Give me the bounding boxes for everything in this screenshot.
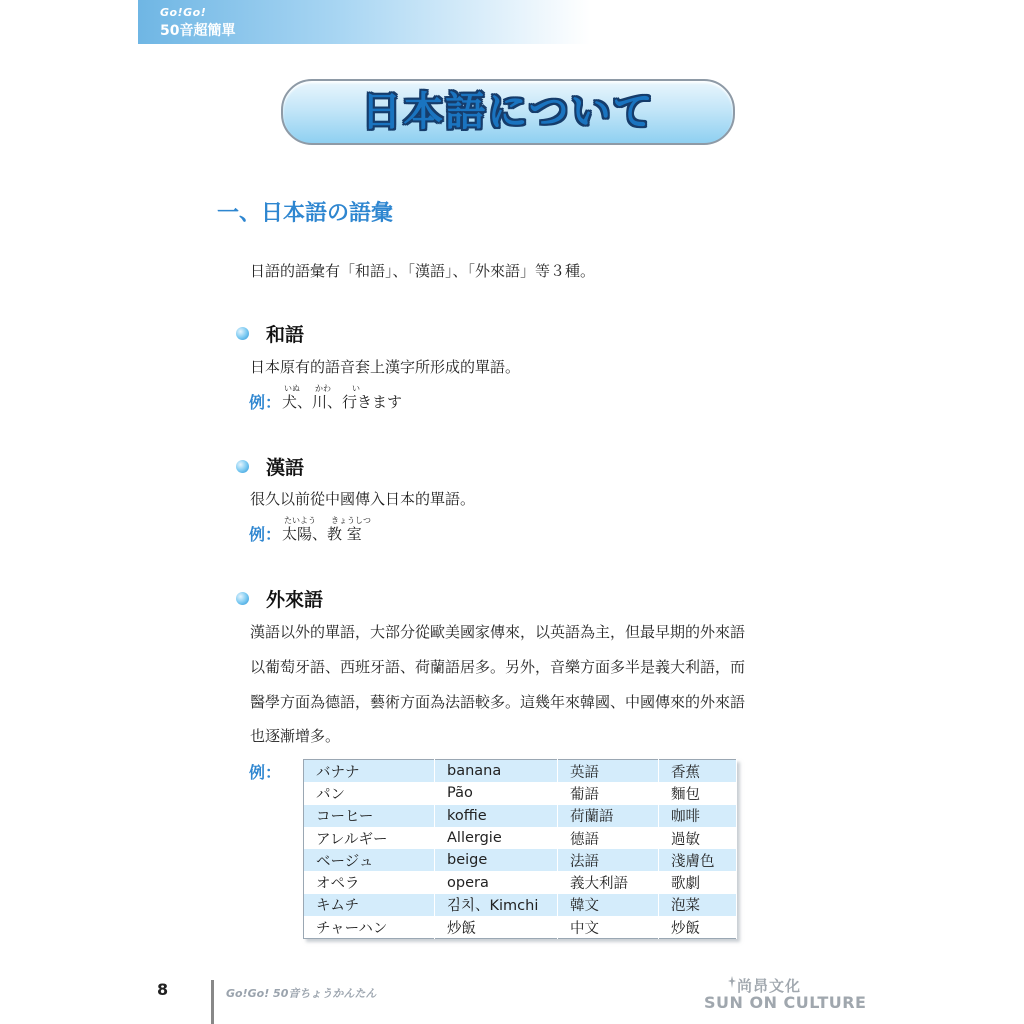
table-cell-language: 英語 bbox=[558, 760, 659, 783]
table-cell-language: 德語 bbox=[558, 827, 659, 849]
table-cell-meaning: 麵包 bbox=[659, 782, 737, 804]
table-cell-origin-word: 김치、Kimchi bbox=[435, 894, 558, 916]
gairaigo-line: 漢語以外的單語，大部分從歐美國家傳來，以英語為主，但最早期的外來語 bbox=[250, 623, 746, 641]
table-cell-origin-word: opera bbox=[435, 871, 558, 893]
gairaigo-line: 醫學方面為德語，藝術方面為法語較多。這幾年來韓國、中國傳來的外來語 bbox=[250, 693, 746, 711]
vocab-table bbox=[303, 759, 737, 939]
table-cell-origin-word: banana bbox=[435, 760, 558, 783]
table-cell-origin-word: Allergie bbox=[435, 827, 558, 849]
table-cell-origin-word: 炒飯 bbox=[435, 916, 558, 939]
bullet-icon bbox=[236, 327, 249, 340]
table-cell-katakana: アレルギー bbox=[304, 827, 435, 849]
example-label: 例： bbox=[249, 763, 282, 782]
table-cell-katakana: バナナ bbox=[304, 760, 435, 783]
table-cell-katakana: チャーハン bbox=[304, 916, 435, 939]
table-cell-language: 荷蘭語 bbox=[558, 805, 659, 827]
table-row bbox=[304, 760, 737, 783]
table-cell-meaning: 歌劇 bbox=[659, 871, 737, 893]
ruby-text: いぬ bbox=[284, 384, 300, 393]
gairaigo-line: 也逐漸增多。 bbox=[250, 727, 341, 745]
example-label: 例： bbox=[249, 393, 282, 412]
wago-example: 犬、川、行きます bbox=[282, 393, 403, 411]
table-cell-katakana: パン bbox=[304, 782, 435, 804]
publisher-name-zh: 尚昂文化 bbox=[737, 977, 802, 995]
page-number: 8 bbox=[157, 980, 169, 999]
ruby-text: たいよう bbox=[284, 516, 316, 525]
bullet-icon bbox=[236, 592, 249, 605]
kango-title: 漢語 bbox=[266, 457, 305, 479]
table-cell-meaning: 淺膚色 bbox=[659, 849, 737, 871]
table-cell-language: 韓文 bbox=[558, 894, 659, 916]
table-cell-katakana: キムチ bbox=[304, 894, 435, 916]
gairaigo-title: 外來語 bbox=[266, 589, 324, 611]
brand-top: Go!Go! bbox=[160, 6, 207, 19]
table-cell-origin-word: Pão bbox=[435, 782, 558, 804]
table-cell-meaning: 香蕉 bbox=[659, 760, 737, 783]
table-row bbox=[304, 894, 737, 916]
publisher-logo-icon bbox=[728, 976, 736, 988]
ruby-text: かわ bbox=[315, 384, 331, 393]
example-label: 例： bbox=[249, 525, 282, 544]
ruby-text: きょうしつ bbox=[331, 516, 371, 525]
brand-bottom: 50音超簡單 bbox=[160, 23, 236, 39]
table-cell-katakana: ベージュ bbox=[304, 849, 435, 871]
page-title: 日本語について bbox=[361, 89, 655, 135]
table-cell-meaning: 過敏 bbox=[659, 827, 737, 849]
bullet-icon bbox=[236, 460, 249, 473]
publisher-name-en: SUN ON CULTURE bbox=[704, 993, 867, 1012]
table-row bbox=[304, 805, 737, 827]
table-row bbox=[304, 916, 737, 939]
wago-title: 和語 bbox=[266, 324, 305, 346]
table-cell-katakana: コーヒー bbox=[304, 805, 435, 827]
table-row bbox=[304, 849, 737, 871]
wago-desc: 日本原有的語音套上漢字所形成的單語。 bbox=[250, 358, 521, 376]
ruby-text: い bbox=[352, 384, 360, 393]
table-cell-origin-word: koffie bbox=[435, 805, 558, 827]
table-row bbox=[304, 871, 737, 893]
gairaigo-line: 以葡萄牙語、西班牙語、荷蘭語居多。另外，音樂方面多半是義大利語，而 bbox=[250, 658, 746, 676]
kango-example: 太陽、教 室 bbox=[282, 525, 362, 543]
footer-series-title: Go!Go! 50音ちょうかんたん bbox=[226, 987, 377, 1000]
footer-divider bbox=[211, 980, 214, 1024]
table-cell-origin-word: beige bbox=[435, 849, 558, 871]
table-cell-meaning: 炒飯 bbox=[659, 916, 737, 939]
table-cell-katakana: オペラ bbox=[304, 871, 435, 893]
table-row bbox=[304, 782, 737, 804]
table-cell-language: 中文 bbox=[558, 916, 659, 939]
table-cell-language: 法語 bbox=[558, 849, 659, 871]
table-cell-meaning: 咖啡 bbox=[659, 805, 737, 827]
section-heading: 一、日本語の語彙 bbox=[217, 201, 394, 226]
table-cell-meaning: 泡菜 bbox=[659, 894, 737, 916]
intro-text: 日語的語彙有「和語」、「漢語」、「外來語」等３種。 bbox=[250, 262, 596, 280]
kango-desc: 很久以前從中國傳入日本的單語。 bbox=[250, 490, 476, 508]
table-cell-language: 義大利語 bbox=[558, 871, 659, 893]
table-row bbox=[304, 827, 737, 849]
table-cell-language: 葡語 bbox=[558, 782, 659, 804]
